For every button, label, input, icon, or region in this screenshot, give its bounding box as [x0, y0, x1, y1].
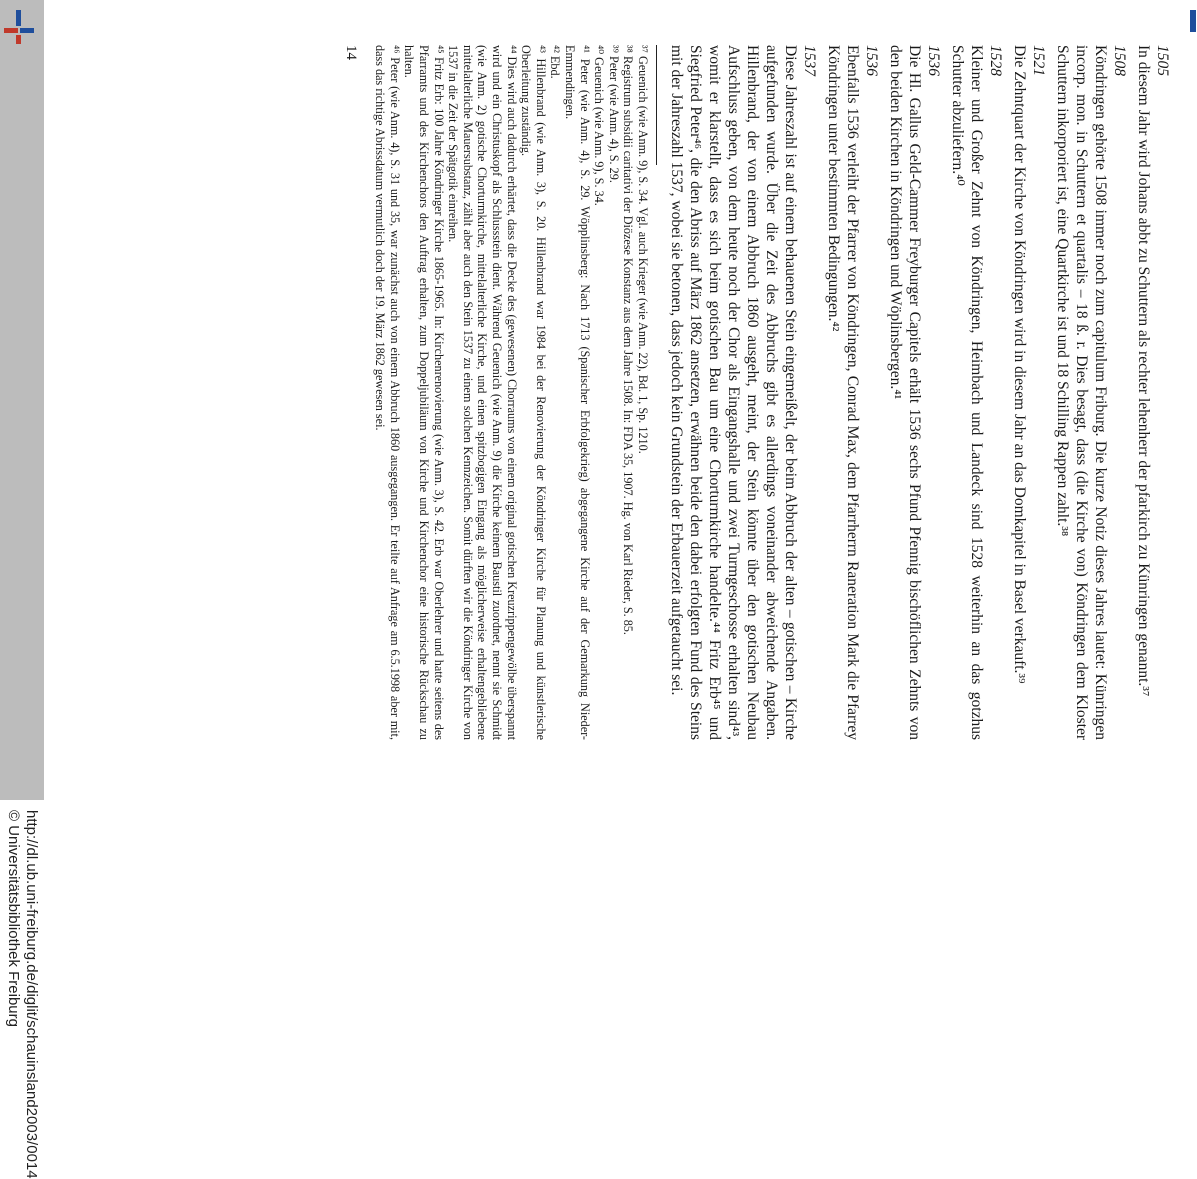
page-number: 14: [342, 45, 359, 60]
library-logo-icon: [0, 6, 38, 46]
watermark-url: http://dl.ub.uni-freiburg.de/diglit/schauinsland2003/0014: [23, 810, 40, 1179]
section-year: 1536: [863, 45, 880, 76]
footnote: ⁴⁶ Peter (wie Anm. 4), S. 31 und 35, war zunächst auch von einem Abbruch 1860 ausgegangen. Er teilte auf Anfrage am 6.5.1998 aber mit, dass das richtige Abrissdatum vermutlich doch der 19. März 1862 gewesen sei.: [373, 45, 402, 740]
rotated-page-content: [85, 0, 1195, 800]
section-paragraph: Die Hl. Gallus Geld-Cammer Freyburger Capitels erhält 1536 sechs Pfund Pfennig bischöflichen Zehnts von den beiden Kirchen in Köndringen und Wöplinsbergen.⁴¹: [887, 45, 923, 740]
footnotes: [373, 45, 650, 740]
section-paragraph: Die Zehntquart der Kirche von Köndringen wird in diesem Jahr an das Domkapitel in Basel verkauft.³⁹: [1011, 45, 1028, 684]
footnote: ³⁷ Geuenich (wie Anm. 9), S. 34. Vgl. auch Krieger (wie Anm. 22), Bd. 1, Sp. 1210.: [636, 45, 650, 454]
main-text: [667, 45, 1172, 740]
section-year: 1528: [987, 45, 1004, 76]
footnote: ³⁹ Peter (wie Anm. 4), S. 29.: [606, 45, 621, 183]
footnote: ⁴⁵ Fritz Erb: 100 Jahre Köndringer Kirche 1865-1965. In: Kirchenrenovierung (wie Anm. 3), S. 42. Erb war Oberlehrer und hatte seitens des Pfarramts und des Kirchenchors den Auftrag erhalten, zum Doppeljubiläum von Kirche und Kirchenchor eine historische Rückschau zu halten.: [402, 45, 446, 740]
footnote: ⁴² Ebd.: [548, 45, 563, 79]
section-paragraph: Ebenfalls 1536 verleiht der Pfarrer von Köndringen, Conrad Max, dem Pfarrherrn Raneration Mark die Pfarrey Köndringen unter bestimmten Bedingungen.⁴²: [825, 45, 861, 740]
watermark-copyright: © Universitätsbibliothek Freiburg: [5, 810, 22, 1027]
section-year: 1537: [801, 45, 818, 76]
section-paragraph: Diese Jahreszahl ist auf einem behauenen Stein eingemeißelt, der beim Abbruch der alten – gotischen – Kirche aufgefunden wurde. Über die Zeit des Abbruchs gibt es allerdings voneinander abweichende Angaben. Hillenbrand, der von einem Abbruch 1860 ausgeht, meint, der Stein könnte über den gotischen Neubau Aufschluss geben, von dem heute noch der Chor als Eingangshalle und zwei Turmgeschosse erhalten sind⁴³, womit er klarstellt, dass es sich beim gotischen Bau um eine Chorturmkirche handelte.⁴⁴ Fritz Erb⁴⁵ und Siegfried Peter⁴⁶, die den Abriss auf März 1862 ansetzen, erwähnen beide den dabei erfolgten Fund des Steins mit der Jahreszahl 1537, wobei sie betonen, dass jedoch kein Grundstein der Erbauerzeit aufgetaucht sei.: [668, 45, 799, 740]
footnote: ⁴⁰ Geuenich (wie Anm. 9), S. 34.: [592, 45, 607, 206]
watermark: [23, 810, 40, 1179]
section-paragraph: Köndringen gehörte 1508 immer noch zum capitulum Friburg. Die kurze Notiz dieses Jahres lautet: Künringen incorp. mon. in Schuttern et quartalis – 18 ß. r. Dies besagt, dass (die Kirche von) Köndringen dem Kloster Schuttern inkorporiert ist, eine Quartkirche ist und 18 Schilling Rappen zahlt.³⁸: [1054, 45, 1109, 740]
section-year: 1508: [1111, 45, 1128, 76]
footnote: ³⁸ Registrum subsidii caritativi der Diözese Konstanz aus dem Jahre 1508. In: FDA 35, 1907. Hg. von Karl Rieder, S. 85.: [621, 45, 636, 635]
section-year: 1536: [925, 45, 942, 76]
section-year: 1521: [1030, 45, 1047, 76]
footnote: ⁴⁴ Dies wird auch dadurch erhärtet, dass die Decke des (gewesenen) Chorraums von einem original gotischen Kreuzrippengewölbe überspannt wird und ein Christuskopf als Schlussstein dient. Während Geuenich (wie Anm. 9) die Kirche keinem Baustil zuordnet, nennt sie Schmidt (wie Anm. 2) gotische Chorturmkirche, mittelalterliche Kirche, und einen spitzbogigen Eingang als möglicherweise erhaltengebliebene mittelalterliche Mauersubstanz, zählt aber auch den Stein 1537 zu einem solchen Kennzeichen. Somit dürften wir die Köndringer Kirche von 1537 in die Zeit der Spätgotik einreihen.: [446, 45, 519, 740]
footnote: ⁴¹ Peter (wie Anm. 4), S. 29. Wöpplinsberg: Nach 1713 (Spanischer Erbfolgekrieg) abgegangene Kirche auf der Gemarkung Nieder-Emmendingen.: [563, 45, 592, 740]
scanned-page: [70, 0, 1197, 800]
footnote: ⁴³ Hillenbrand (wie Anm. 3), S. 20. Hillenbrand war 1984 bei der Renovierung der Köndringer Kirche für Planung und künstlerische Oberleitung zuständig.: [519, 45, 548, 740]
footnote-rule: [656, 45, 657, 165]
watermark-copyright-wrap: [5, 810, 22, 1027]
section-year: 1505: [1154, 45, 1171, 76]
section-paragraph: Kleiner und Großer Zehnt von Köndringen, Heimbach und Landeck sind 1528 weiterhin an das gotzhus Schutter abzuliefern.⁴⁰: [949, 45, 985, 740]
viewer-left-strip: [0, 0, 44, 800]
section-paragraph: In diesem Jahr wird Johans abbt zu Schuttern als rechter lehenherr der pfarkirch zu Künringen genannt.³⁷: [1135, 45, 1152, 697]
